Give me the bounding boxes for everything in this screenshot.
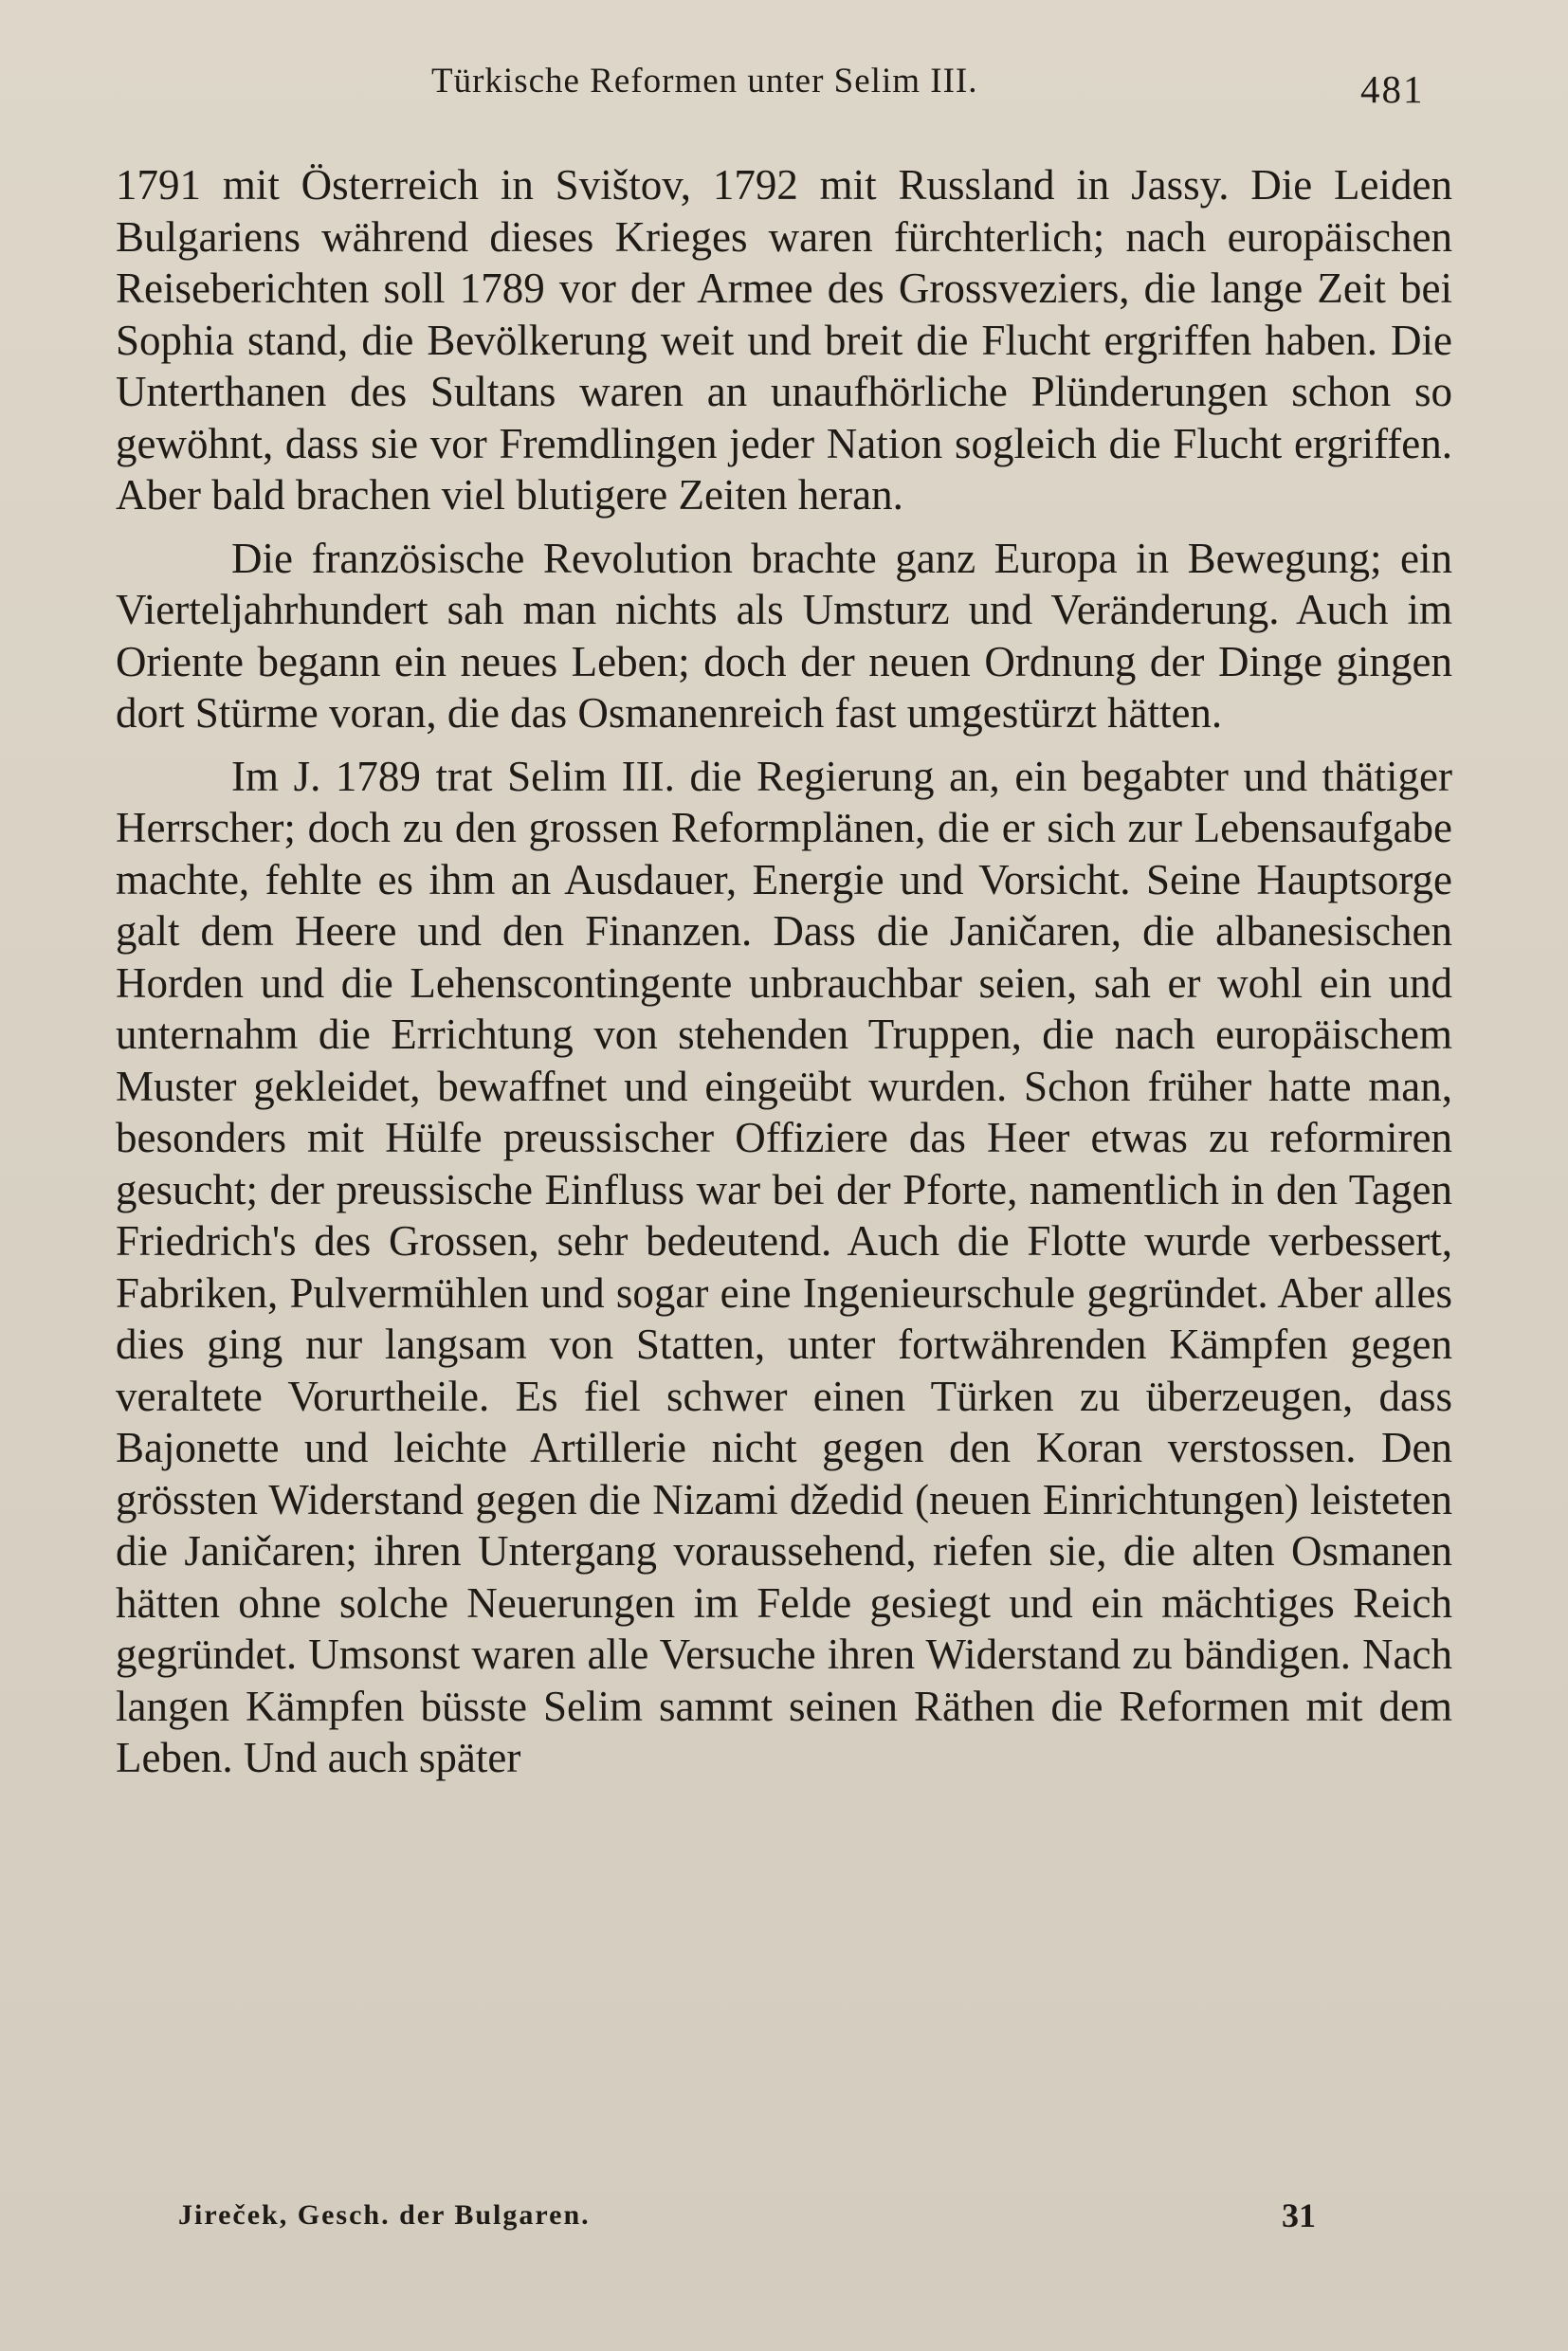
paragraph-3: Im J. 1789 trat Selim III. die Regierung an, ein begabter und thätiger Herrscher; doch zu den grossen Reformplänen, die er sich zur Lebensaufgabe machte, fehlte es ihm an Ausdauer, Energie und Vorsicht. Seine Hauptsorge galt dem Heere und den Finanzen. Dass die Janičaren, die albanesischen Horden und die Lehenscontingente unbrauchbar seien, sah er wohl ein und unternahm die Errichtung von stehenden Truppen, die nach europäischem Muster gekleidet, bewaffnet und eingeübt wurden. Schon früher hatte man, besonders mit Hülfe preussischer Offiziere das Heer etwas zu reformiren gesucht; der preussische Einfluss war bei der Pforte, namentlich in den Tagen Friedrich's des Grossen, sehr bedeutend. Auch die Flotte wurde verbessert, Fabriken, Pulvermühlen und sogar eine Ingenieurschule gegründet. Aber alles dies ging nur langsam von Statten, unter fortwährenden Kämpfen gegen veraltete Vorurtheile. Es fiel schwer einen Türken zu überzeugen, dass Bajonette und leichte Artillerie nicht gegen den Koran verstossen. Den grössten Widerstand gegen die Nizami džedid (neuen Einrichtungen) leisteten die Janičaren; ihren Untergang voraussehend, riefen sie, die alten Osmanen hätten ohne solche Neuerungen im Felde gesiegt und ein mächtiges Reich gegründet. Umsonst waren alle Versuche ihren Widerstand zu bändigen. Nach langen Kämpfen büsste Selim sammt seinen Räthen die Reformen mit dem Leben. Und auch später: [116, 752, 1452, 1781]
page-number: 481: [1360, 67, 1425, 111]
running-title: Türkische Reformen unter Selim III.: [431, 62, 978, 100]
sheet-number: 31: [1282, 2196, 1316, 2234]
page-header: [0, 49, 1568, 116]
paragraph-2: Die französische Revolution brachte ganz Europa in Bewegung; ein Vierteljahrhundert sah man nichts als Umsturz und Veränderung. Auch im Oriente begann ein neues Leben; doch der neuen Ordnung der Dinge gingen dort Stürme voran, die das Osmanenreich fast umgestürzt hätten.: [116, 534, 1452, 737]
signature-mark: Jireček, Gesch. der Bulgaren.: [178, 2199, 591, 2231]
paragraph-1: 1791 mit Österreich in Svištov, 1792 mit Russland in Jassy. Die Leiden Bulgariens während dieses Krieges waren fürchterlich; nach europäischen Reiseberichten soll 1789 vor der Armee des Grossveziers, die lange Zeit bei Sophia stand, die Bevölkerung weit und breit die Flucht ergriffen haben. Die Unterthanen des Sultans waren an unaufhörliche Plünderungen schon so gewöhnt, dass sie vor Fremdlingen jeder Nation sogleich die Flucht ergriffen. Aber bald brachen viel blutigere Zeiten heran.: [116, 161, 1452, 519]
body-text: [116, 159, 1452, 1784]
page-footer: [0, 2196, 1568, 2247]
